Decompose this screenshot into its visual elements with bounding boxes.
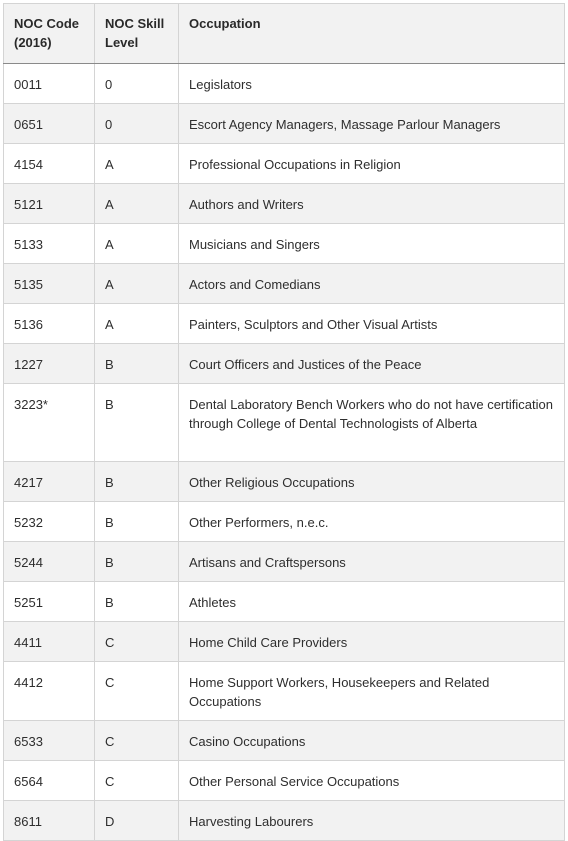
table-row [4, 64, 565, 104]
header-noc-code: NOC Code (2016) [4, 4, 95, 64]
noc-occupation-table [3, 3, 565, 841]
table-row [4, 761, 565, 801]
table-row [4, 622, 565, 662]
table-row [4, 462, 565, 502]
table-row [4, 144, 565, 184]
cell-skill-level: D [95, 801, 179, 841]
cell-noc-code: 5232 [4, 502, 95, 542]
cell-skill-level: B [95, 502, 179, 542]
table-row [4, 384, 565, 462]
table-row [4, 721, 565, 761]
cell-skill-level: 0 [95, 64, 179, 104]
cell-occupation: Musicians and Singers [179, 224, 565, 264]
cell-skill-level: B [95, 542, 179, 582]
cell-skill-level: A [95, 224, 179, 264]
cell-skill-level: C [95, 662, 179, 721]
cell-occupation: Casino Occupations [179, 721, 565, 761]
table-row [4, 264, 565, 304]
cell-noc-code: 1227 [4, 344, 95, 384]
cell-skill-level: B [95, 344, 179, 384]
table-row [4, 344, 565, 384]
cell-occupation: Other Religious Occupations [179, 462, 565, 502]
cell-occupation: Athletes [179, 582, 565, 622]
table-row [4, 502, 565, 542]
cell-noc-code: 5135 [4, 264, 95, 304]
cell-noc-code: 6564 [4, 761, 95, 801]
table-row [4, 542, 565, 582]
header-occupation: Occupation [179, 4, 565, 64]
cell-noc-code: 5121 [4, 184, 95, 224]
cell-occupation: Authors and Writers [179, 184, 565, 224]
cell-skill-level: B [95, 384, 179, 462]
cell-skill-level: A [95, 144, 179, 184]
table-row [4, 104, 565, 144]
cell-occupation: Court Officers and Justices of the Peace [179, 344, 565, 384]
cell-occupation: Legislators [179, 64, 565, 104]
cell-noc-code: 4411 [4, 622, 95, 662]
cell-skill-level: A [95, 264, 179, 304]
cell-skill-level: B [95, 582, 179, 622]
cell-noc-code: 0011 [4, 64, 95, 104]
table-row [4, 304, 565, 344]
header-row [4, 4, 565, 64]
header-noc-skill-level: NOC Skill Level [95, 4, 179, 64]
cell-noc-code: 4154 [4, 144, 95, 184]
cell-noc-code: 3223* [4, 384, 95, 462]
cell-noc-code: 6533 [4, 721, 95, 761]
cell-noc-code: 5251 [4, 582, 95, 622]
cell-noc-code: 0651 [4, 104, 95, 144]
cell-skill-level: C [95, 622, 179, 662]
table-row [4, 582, 565, 622]
cell-skill-level: A [95, 184, 179, 224]
cell-occupation: Escort Agency Managers, Massage Parlour Managers [179, 104, 565, 144]
cell-occupation: Dental Laboratory Bench Workers who do not have certification through College of Dental Technologists of Alberta [179, 384, 565, 462]
cell-skill-level: C [95, 721, 179, 761]
cell-noc-code: 5133 [4, 224, 95, 264]
cell-skill-level: C [95, 761, 179, 801]
cell-noc-code: 5136 [4, 304, 95, 344]
cell-occupation: Artisans and Craftspersons [179, 542, 565, 582]
table-row [4, 662, 565, 721]
table-body [4, 64, 565, 841]
cell-noc-code: 4217 [4, 462, 95, 502]
table-row [4, 224, 565, 264]
cell-skill-level: B [95, 462, 179, 502]
cell-skill-level: A [95, 304, 179, 344]
noc-table-container [3, 3, 564, 841]
cell-occupation: Actors and Comedians [179, 264, 565, 304]
table-header [4, 4, 565, 64]
cell-noc-code: 5244 [4, 542, 95, 582]
cell-noc-code: 8611 [4, 801, 95, 841]
cell-occupation: Painters, Sculptors and Other Visual Artists [179, 304, 565, 344]
cell-occupation: Harvesting Labourers [179, 801, 565, 841]
cell-occupation: Home Child Care Providers [179, 622, 565, 662]
cell-occupation: Other Personal Service Occupations [179, 761, 565, 801]
cell-occupation: Home Support Workers, Housekeepers and Related Occupations [179, 662, 565, 721]
cell-skill-level: 0 [95, 104, 179, 144]
table-row [4, 184, 565, 224]
cell-noc-code: 4412 [4, 662, 95, 721]
cell-occupation: Other Performers, n.e.c. [179, 502, 565, 542]
cell-occupation: Professional Occupations in Religion [179, 144, 565, 184]
